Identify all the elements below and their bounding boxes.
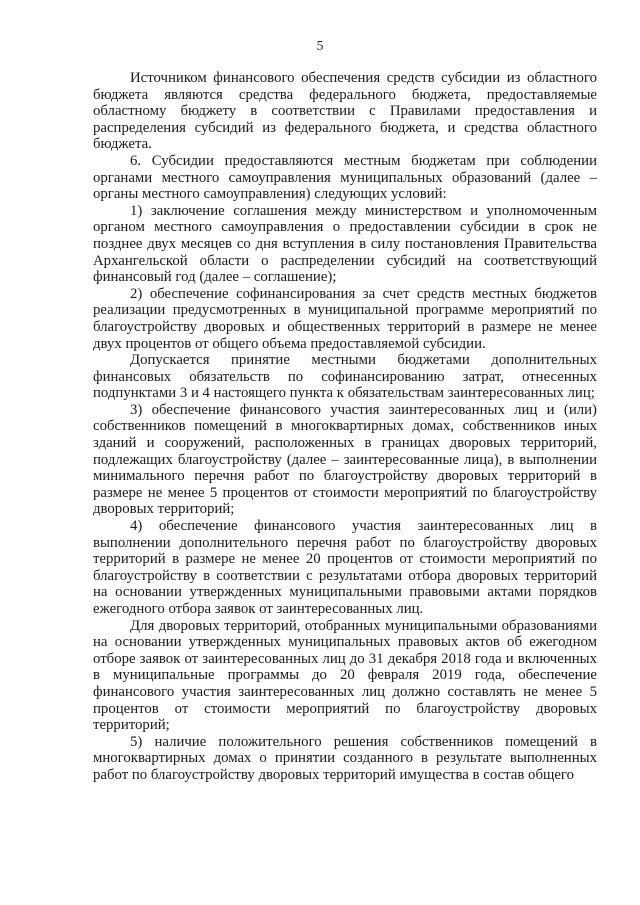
paragraph-condition-1: 1) заключение соглашения между министерством и уполномоченным органом местного самоуправления о предоставлении субсидии в срок не позднее двух месяцев со дня вступления в силу постановления Правительства Архангельской области о распределении субсидий на соответствующий финансовый год (далее – соглашение); — [93, 202, 597, 286]
paragraph-item-6: 6. Субсидии предоставляются местным бюджетам при соблюдении органами местного самоуправления муниципальных образований (далее – органы местного самоуправления) следующих условий: — [93, 152, 597, 203]
paragraph-condition-4: 4) обеспечение финансового участия заинтересованных лиц в выполнении дополнительного перечня работ по благоустройству дворовых территорий в размере не менее 20 процентов от стоимости мероприятий по благоустройству в соответствии с результатами отбора дворовых территорий на основании утвержденных муниципальными правовыми актами порядков ежегодного отбора заявок от заинтересованных лиц. — [93, 518, 597, 617]
paragraph-additional-obligations: Допускается принятие местными бюджетами дополнительных финансовых обязательств по софинансированию затрат, отнесенных подпунктами 3 и 4 настоящего пункта к обязательствам заинтересованных лиц; — [93, 352, 597, 402]
paragraph-condition-2: 2) обеспечение софинансирования за счет средств местных бюджетов реализации предусмотренных в муниципальной программе мероприятий по благоустройству дворовых и общественных территорий в размере не менее двух процентов от общего объема предоставляемой субсидии. — [93, 285, 597, 352]
page-number: 5 — [316, 38, 324, 53]
paragraph-funding-source: Источником финансового обеспечения средств субсидии из областного бюджета являются средства федерального бюджета, предоставляемые областному бюджету в соответствии с Правилами предоставления и распределения субсидий из федерального бюджета, и средства областного бюджета. — [93, 70, 597, 153]
paragraph-courtyard-territories: Для дворовых территорий, отобранных муниципальными образованиями на основании утвержденных муниципальных правовых актов об ежегодном отборе заявок от заинтересованных лиц до 31 декабря 2018 года и включенных в муниципальные программы до 20 февраля 2019 года, обеспечение финансового участия заинтересованных лиц должно составлять не менее 5 процентов от стоимости мероприятий по благоустройству дворовых территорий; — [93, 617, 597, 734]
document-body — [93, 70, 597, 784]
paragraph-condition-3: 3) обеспечение финансового участия заинтересованных лиц и (или) собственников помещений в многоквартирных домах, собственников иных зданий и сооружений, расположенных в границах дворовых территорий, подлежащих благоустройству (далее – заинтересованные лица), в выполнении минимального перечня работ по благоустройству дворовых территорий в размере не менее 5 процентов от стоимости мероприятий по благоустройству дворовых территорий; — [93, 401, 597, 518]
paragraph-condition-5: 5) наличие положительного решения собственников помещений в многоквартирных домах о принятии созданного в результате выполненных работ по благоустройству дворовых территорий имущества в состав общего — [93, 733, 597, 783]
